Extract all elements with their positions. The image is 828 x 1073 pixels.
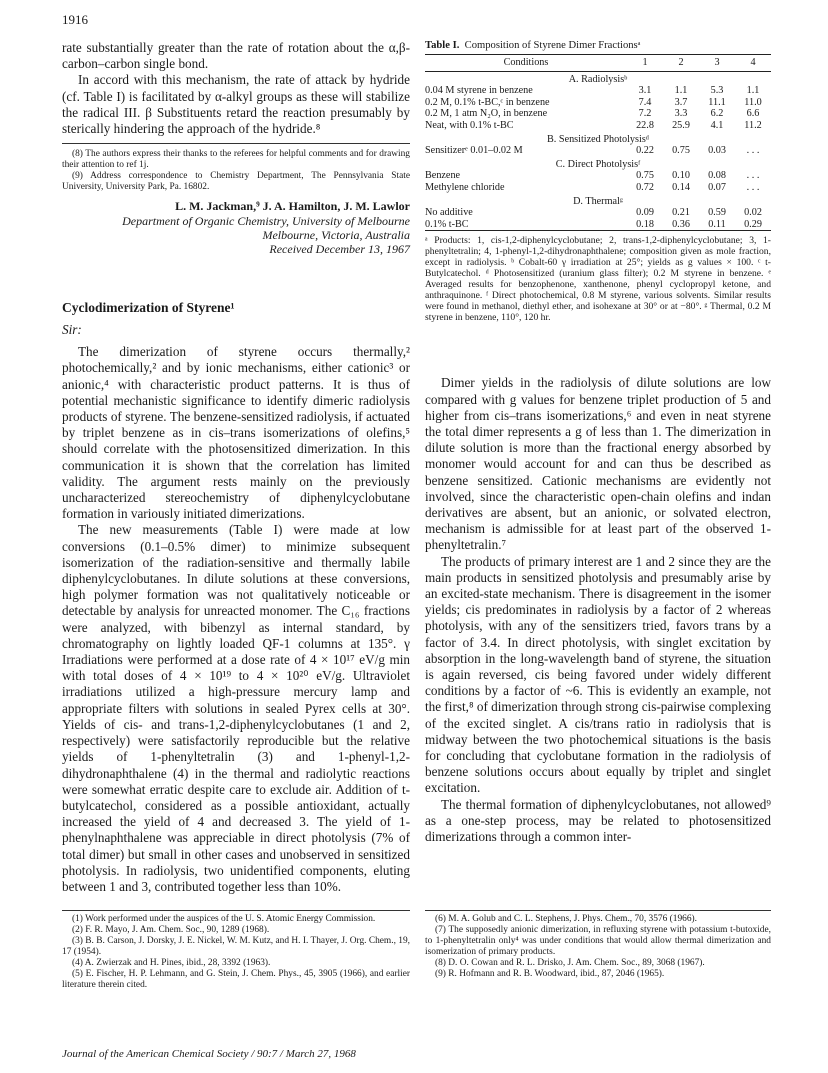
table-header-cell: Conditions: [503, 57, 549, 68]
table-section-row: [425, 157, 771, 171]
table-cell: 0.03: [708, 145, 726, 157]
table-cell: 0.08: [708, 170, 726, 182]
body-paragraph: The thermal formation of diphenylcyclobutanes, not allowed⁹ as a one-step process, may be related to photosensitized dimerizations through a common inter-: [425, 796, 771, 844]
table-title: Composition of Styrene Dimer Fractionsᵃ: [464, 40, 641, 51]
table-cell: 7.2: [638, 108, 652, 120]
table-section-row: [425, 71, 771, 85]
table-section-row: [425, 132, 771, 146]
table-cell: 3.1: [638, 85, 652, 97]
table-cell: 0.02: [744, 207, 762, 219]
table-cell: Neat, with 0.1% t-BC: [425, 119, 514, 131]
table-cell: 0.2 M, 1 atm N₂O, in benzene: [425, 108, 548, 120]
table-footnote: ᵃ Products: 1, cis-1,2-diphenylcyclobutane; 2, trans-1,2-diphenylcyclobutane; 3, 1-phenyltetralin; 4, 1-phenyl-1,2-dihydronaphthalene; composition given as mole fraction, except in radiolysis. ᵇ Cobalt-60 γ irradiation at 25°; yields as g values × 100. ᶜ t-Butylcatechol. ᵈ Photosensitized (uranium glass filter); 0.2 M styrene in benzene. ᵉ Averaged results for benzophenone, xanthenone, phenyl cyclopropyl ketone, and anthraquinone. ᶠ Direct photochemical, 0.8 M styrene, various solvents. Similar results were found in methanol, diethyl ether, and isohexane at 30° or at −80°. ᵍ Thermal, 0.2 M styrene in benzene, 110°, 120 hr.: [425, 235, 771, 324]
salutation: Sir:: [62, 322, 82, 338]
table-cell: 0.2 M, 0.1% t-BC,ᶜ in benzene: [425, 96, 550, 108]
table-header-cell: 1: [642, 57, 648, 68]
footnote-divider: [425, 910, 771, 911]
body-paragraph: The new measurements (Table I) were made at low conversions (0.1–0.5% dimer) to minimize subsequent isomerization of the radiation-sensitive and thermally labile diphenylcyclobutanes. In dilute solutions at these conversions, high polymer formation was not qualitatively noticeable or detectable by analysis for unreacted monomer. The C₁₆ fractions were analyzed, with bibenzyl as internal standard, by chromatography on lightly loaded QF-1 columns at 135°. γ Irradiations were performed at a dose rate of 4 × 10¹⁷ eV/g min with total doses of 4 × 10¹⁹ to 4 × 10²⁰ eV/g. Ultraviolet irradiations utilized a high-pressure mercury lamp and appropriate filters with solutions in sealed Pyrex cells at 30°. Yields of cis- and trans-1,2-diphenylcyclobutanes (1 and 2, respectively) were satisfactorily reproducible but the relative yields of 1-phenyltetralin (3) and 1-phenyl-1,2-dihydronaphthalene (4) in the thermal and radiolytic reactions were somewhat erratic despite care to exclude air. Addition of t-butylcatechol, considered as a possible antioxidant, actually increased the yield of 4 and decreased 3. The yield of 1-phenylnaphthalene was appreciable in direct photolysis (7% of total dimer) but small in other cases and unobserved in sensitized photolysis. In radiolysis, two unidentified components, eluting between 1 and 3, contributed together less than 10%.: [62, 522, 410, 894]
table-row: [425, 85, 771, 97]
table-section-title: B. Sensitized Photolysisᵈ: [547, 133, 649, 145]
table-cell: 0.14: [672, 181, 690, 193]
footnote: (8) D. O. Cowan and R. L. Drisko, J. Am. Chem. Soc., 89, 3068 (1967).: [435, 958, 705, 968]
footnote: (5) E. Fischer, H. P. Lehmann, and G. Stein, J. Chem. Phys., 45, 3905 (1966), and earlier literature therein cited.: [62, 969, 410, 990]
body-paragraph: The products of primary interest are 1 and 2 since they are the main products in sensitized photolysis and presumably arise by an excited-state mechanism. There is disagreement in the isomer yields; cis predominates in radiolysis by a factor of 2 whereas photolysis, with any of the sensitizers tried, favors trans by a factor of 3.4. In direct photolysis, with singlet excitation by absorption in the long-wavelength band of styrene, the situation is again reversed, cis being favored under widely different conditions by a factor of ~6. This is evidently an example, not the first,⁸ of dimerization through strong cis-pairwise complexing of the excited singlet. A cis/trans ratio in radiolysis that is midway between the two photochemical situations is the basis for concluding that cyclobutane formation in the radiolysis of benzene solutions occurs about equally by triplet and singlet excitation.: [425, 553, 771, 796]
footnote: (9) Address correspondence to Chemistry Department, The Pennsylvania State University, University Park, Pa. 16802.: [62, 171, 410, 193]
footnote: (4) A. Zwierzak and H. Pines, ibid., 28, 3392 (1963).: [72, 958, 271, 968]
signature-location: Melbourne, Victoria, Australia: [262, 228, 410, 243]
table-cell: 22.8: [636, 119, 654, 131]
table-row: [425, 170, 771, 182]
body-paragraph: In accord with this mechanism, the rate of attack by hydride (cf. Table I) is facilitated by α-alkyl groups as these will stabilize the radical III. β Substituents retard the reaction presumably by sterically hindering the approach of the hydride.⁸: [62, 72, 410, 137]
table-cell: 1.1: [674, 85, 688, 97]
table-label: Table I.: [425, 40, 460, 51]
footnote: (2) F. R. Mayo, J. Am. Chem. Soc., 90, 1289 (1968).: [72, 925, 270, 935]
table-cell: 6.6: [746, 108, 760, 120]
table-cell: 0.36: [672, 218, 690, 230]
table-row: [425, 108, 771, 120]
signature-affiliation: Department of Organic Chemistry, University of Melbourne: [122, 214, 410, 229]
article-title: Cyclodimerization of Styrene¹: [62, 300, 235, 316]
bottom-footnotes-right: [425, 910, 771, 980]
signature-received: Received December 13, 1967: [269, 242, 410, 257]
table-cell: . . .: [746, 145, 760, 157]
table-cell: 0.75: [636, 170, 654, 182]
table-cell: 0.21: [672, 207, 690, 219]
data-table: [425, 54, 771, 231]
bottom-footnotes-left: [62, 910, 410, 991]
table-cell: 0.11: [708, 218, 726, 230]
table-cell: 11.1: [708, 96, 726, 108]
table-section-title: A. Radiolysisᵇ: [568, 73, 628, 85]
table-cell: Methylene chloride: [425, 181, 505, 193]
table-cell: . . .: [746, 181, 760, 193]
footnote: (7) The supposedly anionic dimerization, in refluxing styrene with potassium t-butoxide, to 1-phenyltetralin only⁴ was under conditions that would allow thermal dimerization and isomerization of primary products.: [425, 925, 771, 957]
footnote: (3) B. B. Carson, J. Dorsky, J. E. Nickel, W. M. Kutz, and H. I. Thayer, J. Org. Chem., 19, 17 (1954).: [62, 936, 410, 957]
footnote: (6) M. A. Golub and C. L. Stephens, J. Phys. Chem., 70, 3576 (1966).: [435, 914, 697, 924]
table-row: [425, 120, 771, 132]
table-cell: 6.2: [710, 108, 724, 120]
table-row: [425, 207, 771, 219]
table-row: [425, 182, 771, 194]
table-cell: 11.0: [744, 96, 762, 108]
table-cell: 0.09: [636, 207, 654, 219]
table-cell: 4.1: [710, 119, 724, 131]
table-cell: Sensitizerᵉ 0.01–0.02 M: [425, 145, 523, 157]
table-cell: 25.9: [672, 119, 690, 131]
table-cell: Benzene: [425, 170, 461, 182]
footnote: (1) Work performed under the auspices of the U. S. Atomic Energy Commission.: [72, 914, 376, 924]
table-cell: 3.3: [674, 108, 688, 120]
table-section-title: C. Direct Photolysisᶠ: [555, 158, 641, 170]
table-header-cell: 4: [750, 57, 756, 68]
body-paragraph: Dimer yields in the radiolysis of dilute solutions are low compared with g values for benzene triplet production of 5 and higher from cis–trans isomerizations,⁶ and even in neat styrene the total dimer represents a g of less than 1. The dimerization in dilute solution is more than the fractional energy absorbed by monomer would account for and can thus be described as benzene sensitized. Cationic mechanisms are evidently not involved, since the characteristic open-chain olefins and indan derivatives are absent, but an anionic, or solvated electron, mechanism is admissible for at least part of the observed 1-phenyltetralin.⁷: [425, 375, 771, 553]
left-column: [62, 40, 410, 895]
table-cell: 3.7: [674, 96, 688, 108]
table-cell: 5.3: [710, 85, 724, 97]
table-section-title: D. Thermalᵍ: [573, 195, 623, 207]
table-header-row: [425, 55, 771, 72]
footnote: (9) R. Hofmann and R. B. Woodward, ibid., 87, 2046 (1965).: [435, 969, 665, 979]
table-cell: 0.59: [708, 207, 726, 219]
table-row: [425, 219, 771, 231]
table-section-row: [425, 194, 771, 208]
body-paragraph: The dimerization of styrene occurs thermally,² photochemically,² and by ionic mechanisms, either cationic³ or anionic,⁴ with characteristic product patterns. It is thus of potential mechanistic significance to identify dimeric radiolysis products of styrene. The benzene-sensitized radiolysis, if actuated by triplet benzene as in cis–trans isomerizations of olefins,⁵ should correlate with the photosensitized dimerization. In this communication it is shown that the correlation has limited validity. The argument rests mainly on the previously uncharacterized stereochemistry of diphenylcyclobutane formation in variously initiated dimerizations.: [62, 344, 410, 522]
table-row: [425, 97, 771, 109]
table-cell: 0.1% t-BC: [425, 218, 469, 230]
table-cell: . . .: [746, 170, 760, 182]
table-cell: 1.1: [746, 85, 760, 97]
table-caption: [425, 40, 771, 51]
footnote: (8) The authors express their thanks to the referees for helpful comments and for drawing their attention to ref 1j.: [62, 149, 410, 171]
signature-authors: L. M. Jackman,⁹ J. A. Hamilton, J. M. Lawlor: [175, 199, 410, 214]
table-cell: 0.22: [636, 145, 654, 157]
table-cell: 0.72: [636, 181, 654, 193]
table-cell: No additive: [425, 207, 473, 219]
table-row: [425, 145, 771, 157]
table-cell: 0.29: [744, 218, 762, 230]
table-header-cell: 3: [714, 57, 720, 68]
page-number: 1916: [62, 12, 88, 27]
journal-footer: Journal of the American Chemical Society / 90:7 / March 27, 1968: [62, 1048, 356, 1060]
table-cell: 0.04 M styrene in benzene: [425, 85, 533, 97]
footnote-divider: [62, 143, 410, 144]
body-paragraph: rate substantially greater than the rate of rotation about the α,β-carbon–carbon single bond.: [62, 40, 410, 72]
table-cell: 7.4: [638, 96, 652, 108]
table-header-cell: 2: [678, 57, 684, 68]
table-cell: 0.07: [708, 181, 726, 193]
table-cell: 0.75: [672, 145, 690, 157]
table-cell: 0.10: [672, 170, 690, 182]
table-cell: 11.2: [744, 119, 762, 131]
footnote-divider: [62, 910, 410, 911]
right-column: [425, 40, 771, 845]
table-cell: 0.18: [636, 218, 654, 230]
